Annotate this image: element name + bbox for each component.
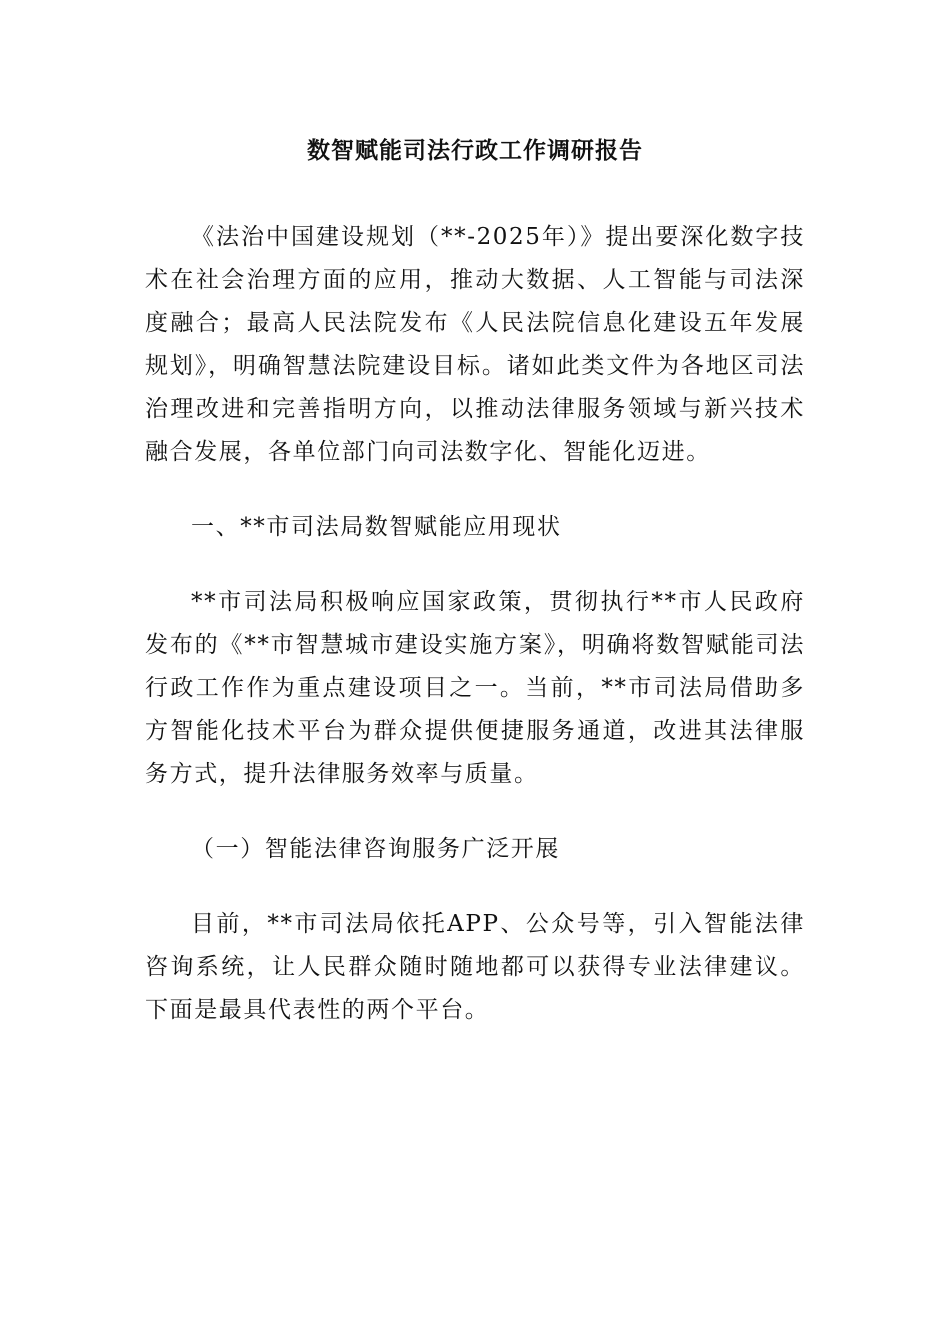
paragraph-intro: 《法治中国建设规划（**-2025年）》提出要深化数字技术在社会治理方面的应用，推动大数据、人工智能与司法深度融合；最高人民法院发布《人民法院信息化建设五年发展规划》，明确智慧法院建设目标。诸如此类文件为各地区司法治理改进和完善指明方向，以推动法律服务领域与新兴技术融合发展，各单位部门向司法数字化、智能化迈进。 [145, 224, 805, 465]
paragraph-status: **市司法局积极响应国家政策，贯彻执行**市人民政府发布的《**市智慧城市建设实施方案》，明确将数智赋能司法行政工作作为重点建设项目之一。当前，**市司法局借助多方智能化技术平台为群众提供便捷服务通道，改进其法律服务方式，提升法律服务效率与质量。 [145, 589, 805, 787]
subsection-heading-1: （一）智能法律咨询服务广泛开展 [191, 836, 560, 862]
paragraph-consulting: 目前，**市司法局依托APP、公众号等，引入智能法律咨询系统，让人民群众随时随地都可以获得专业法律建议。下面是最具代表性的两个平台。 [145, 911, 805, 1023]
document-body [145, 216, 805, 1064]
section-heading-1: 一、**市司法局数智赋能应用现状 [191, 514, 562, 540]
document-title: 数智赋能司法行政工作调研报告 [307, 137, 643, 164]
